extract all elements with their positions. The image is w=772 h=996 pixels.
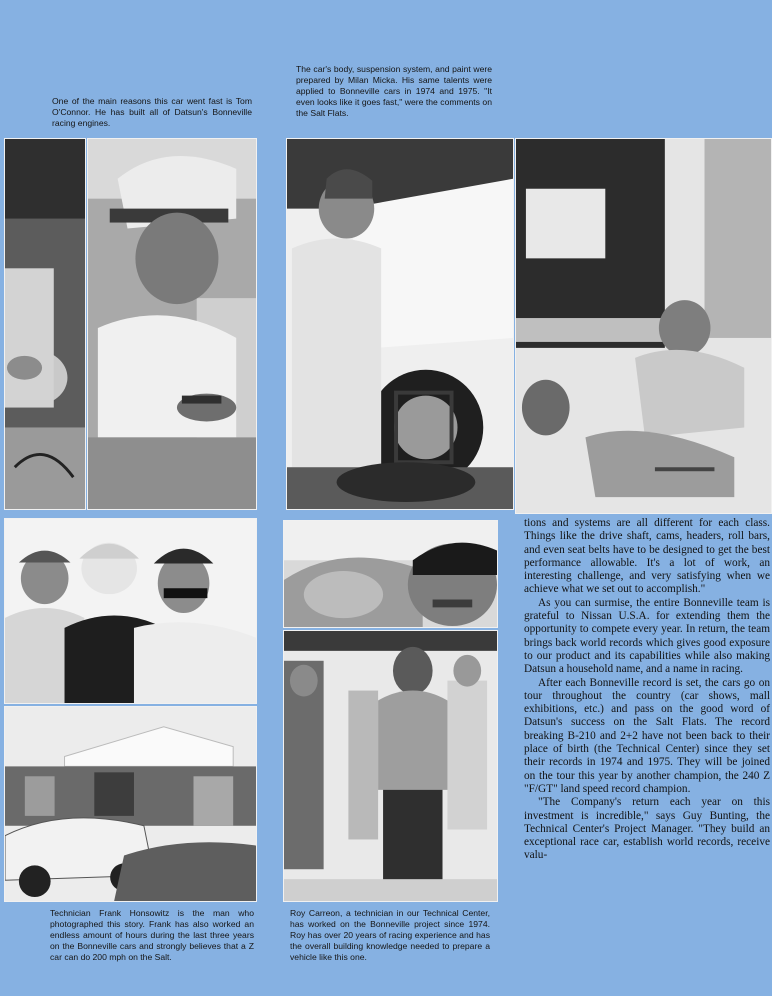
photo-technician-under-car <box>515 138 772 514</box>
photo-pit-area-z-car <box>4 706 257 902</box>
caption-tom-oconnor: One of the main reasons this car went fast is Tom O'Connor. He has built all of Datsun's Bonneville racing engines. <box>52 96 252 128</box>
caption-roy-carreon: Roy Carreon, a technician in our Technical Center, has worked on the Bonneville project since 1974. Roy has over 20 years of racing experience and has the overall building knowledge needed to prepare a vehicle like this one. <box>290 908 490 962</box>
article-paragraph-2: As you can surmise, the entire Bonneville team is grateful to Nissan U.S.A. for extending them the opportunity to compete every year. In return, the team brings back world records which gives good exposure to our product and its capabilities while also making Datsun a household name, and a name in racing. <box>524 596 770 676</box>
article-paragraph-3: After each Bonneville record is set, the cars go on tour throughout the country (car shows, mall exhibitions, etc.) and pass on the good word of Datsun's success on the Salt Flats. The record breaking B-210 and 2+2 have not been back to their place of birth (the Technical Center) since they set their records in 1974 and 1975. They will be joined on the tour this year by another champion, the 240 Z "F/GT" land speed record champion. <box>524 676 770 795</box>
caption-milan-micka: The car's body, suspension system, and paint were prepared by Milan Micka. His same talents were applied to Bonneville cars in 1974 and 1975. "It even looks like it goes fast," were the comments on the Salt Flats. <box>296 64 492 118</box>
photo-three-men-caps <box>4 518 257 704</box>
photo-pit-area-z-car-image <box>5 707 256 901</box>
photo-mechanic-cropped-image <box>5 139 85 509</box>
photo-three-men-caps-image <box>5 519 256 703</box>
photo-roy-carreon-image <box>284 631 497 901</box>
caption-frank-honsowitz: Technician Frank Honsowitz is the man who photographed this story. Frank has also worked an endless amount of hours during the last three years on the Bonneville cars and strongly believes that a Z car can do 200 mph on the Salt. <box>50 908 254 962</box>
photo-face-closeup-image <box>284 521 497 627</box>
article-paragraph-1: tions and systems are all different for each class. Things like the drive shaft, cams, headers, roll bars, and even seat belts have to be designed to get the best performance allowable. It's a lot of work, an interesting challenge, and very satisfying when we achieve what we set out to accomplish." <box>524 517 770 596</box>
article-body <box>524 517 770 863</box>
photo-face-closeup <box>283 520 498 628</box>
photo-roy-carreon <box>283 630 498 902</box>
photo-technician-under-car-image <box>516 139 771 513</box>
article-paragraph-4: "The Company's return each year on this investment is incredible," says Guy Bunting, the Technical Center's Project Manager. "They build an exceptional race car, establish world records, receive valu- <box>524 796 770 862</box>
photo-milan-micka-image <box>287 139 513 509</box>
photo-tom-oconnor-image <box>88 139 256 509</box>
photo-tom-oconnor <box>87 138 257 510</box>
photo-mechanic-cropped <box>4 138 86 510</box>
photo-milan-micka <box>286 138 514 510</box>
